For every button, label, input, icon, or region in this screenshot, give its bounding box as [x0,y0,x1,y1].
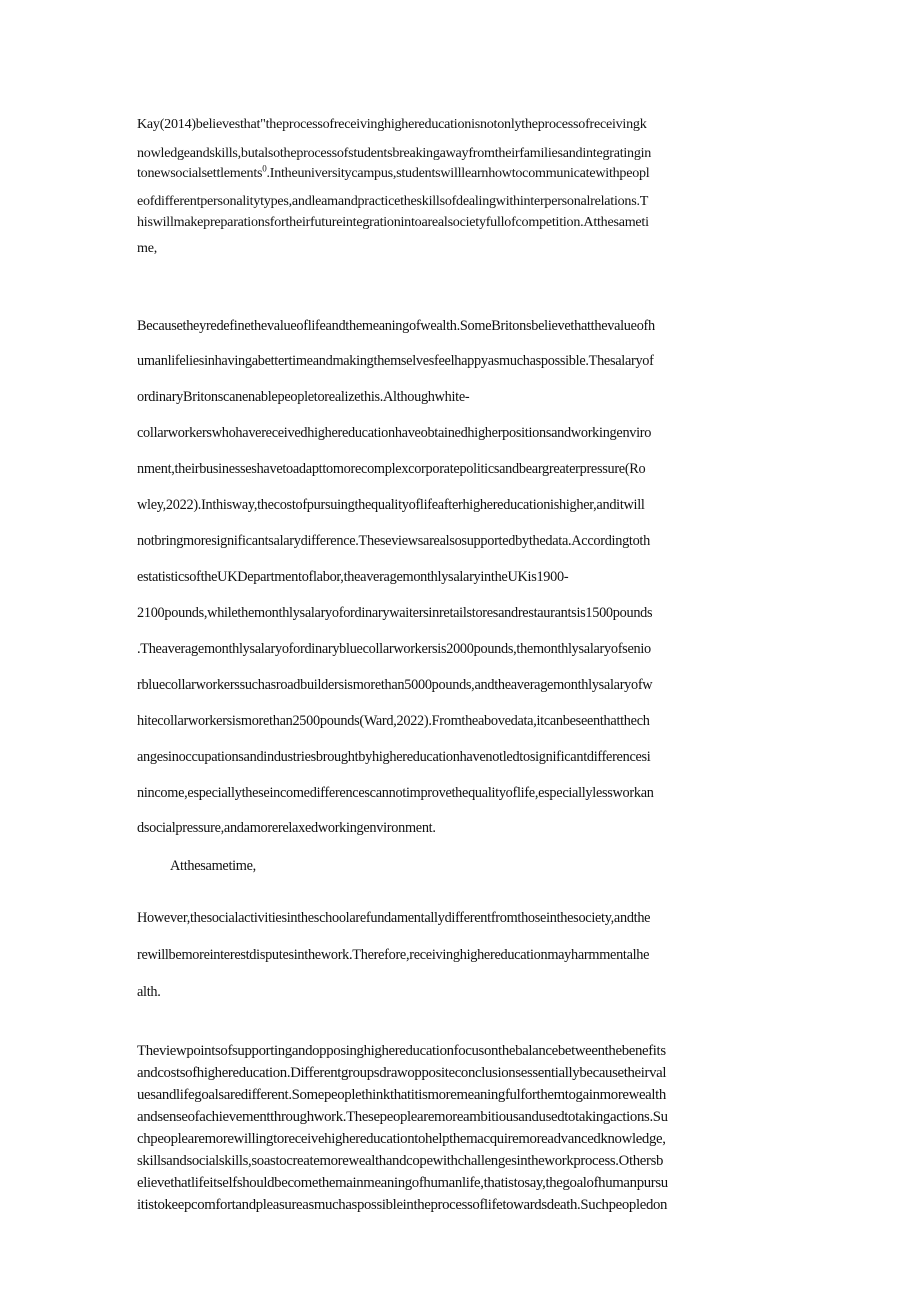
text-line: andsenseofachievementthroughwork.Thesepeoplearemoreambitiousandusedtotakingactions.Su [137,1109,668,1125]
text-line: rbluecollarworkerssuchasroadbuildersismorethan5000pounds,andtheaveragemonthlysalaryofw [137,677,653,693]
text-segment: .Intheuniversitycampus,studentswilllearnhowtocommunicatewithpeopl [266,165,650,181]
text-line: ordinaryBritonscanenablepeopletorealizethis.Althoughwhite- [137,389,470,405]
text-line: collarworkerswhohavereceivedhighereducationhaveobtainedhigherpositionsandworkingenviro [137,425,652,441]
text-line [137,165,649,182]
text-line: umanlifeliesinhavingabettertimeandmakingthemselvesfeelhappyasmuchaspossible.Thesalaryof [137,353,654,369]
text-line: notbringmoresignificantsalarydifference.Theseviewsarealsosupportedbythedata.Accordingtoth [137,533,650,549]
text-line: skillsandsocialskills,soastocreatemorewealthandcopewithchallengesintheworkprocess.Othersb [137,1153,664,1169]
text-line: Kay(2014)believesthat"theprocessofreceivinghighereducationisnotonlytheprocessofreceivingk [137,116,647,132]
text-line: estatisticsoftheUKDepartmentoflabor,theaveragemonthlysalaryintheUKis1900- [137,569,569,585]
text-line: eofdifferentpersonalitytypes,andleamandpracticetheskillsofdealingwithinterpersonalrelations.T [137,193,649,209]
text-line: Atthesametime, [170,858,256,874]
text-segment: tonewsocialsettlements [137,165,263,181]
text-line: nment,theirbusinesseshavetoadapttomorecomplexcorporatepoliticsandbeargreaterpressure(Ro [137,461,646,477]
text-line: dsocialpressure,andamorerelaxedworkingenvironment. [137,820,436,836]
text-line: rewillbemoreinterestdisputesinthework.Therefore,receivinghighereducationmayharmmentalhe [137,947,650,963]
text-line: uesandlifegoalsaredifferent.Somepeoplethinkthatitismoremeaningfulforthemtogainmorewealth [137,1087,666,1103]
text-line: chpeoplearemorewillingtoreceivehighereducationtohelpthemacquiremoreadvancedknowledge, [137,1131,666,1147]
text-line: 2100pounds,whilethemonthlysalaryofordinarywaitersinretailstoresandrestaurantsis1500pounds [137,605,653,621]
text-line: elievethatlifeitselfshouldbecomethemainmeaningofhumanlife,thatistosay,thegoalofhumanpursu [137,1175,668,1191]
text-line: hitecollarworkersismorethan2500pounds(Ward,2022).Fromtheabovedata,itcanbeseenthatthech [137,713,650,729]
text-line: hiswillmakepreparationsfortheirfutureintegrationintoarealsocietyfullofcompetition.Atthesameti [137,214,649,230]
text-line: angesinoccupationsandindustriesbroughtbyhighereducationhavenotledtosignificantdifferencesi [137,749,651,765]
text-line: alth. [137,984,161,1000]
text-line: nincome,especiallytheseincomedifferencescannotimprovethequalityoflife,especiallylessworkan [137,785,654,801]
text-line: Theviewpointsofsupportingandopposinghighereducationfocusonthebalancebetweenthebenefits [137,1043,666,1059]
text-line: nowledgeandskills,butalsotheprocessofstudentsbreakingawayfromtheirfamiliesandintegratingin [137,145,652,161]
text-line: However,thesocialactivitiesintheschoolarefundamentallydifferentfromthoseinthesociety,andthe [137,910,651,926]
text-line: me, [137,240,157,256]
text-line: wley,2022).Inthisway,thecostofpursuingthequalityoflifeafterhighereducationishigher,anditwill [137,497,645,513]
text-line: .Theaveragemonthlysalaryofordinarybluecollarworkersis2000pounds,themonthlysalaryofsenio [137,641,651,657]
text-line: andcostsofhighereducation.Differentgroupsdrawoppositeconclusionsessentiallybecausetheirval [137,1065,667,1081]
text-line: itistokeepcomfortandpleasureasmuchaspossibleintheprocessoflifetowardsdeath.Suchpeopledon [137,1197,668,1213]
footnote-marker: 0 [262,163,267,174]
text-line: Becausetheyredefinethevalueoflifeandthemeaningofwealth.SomeBritonsbelievethatthevalueofh [137,318,655,334]
